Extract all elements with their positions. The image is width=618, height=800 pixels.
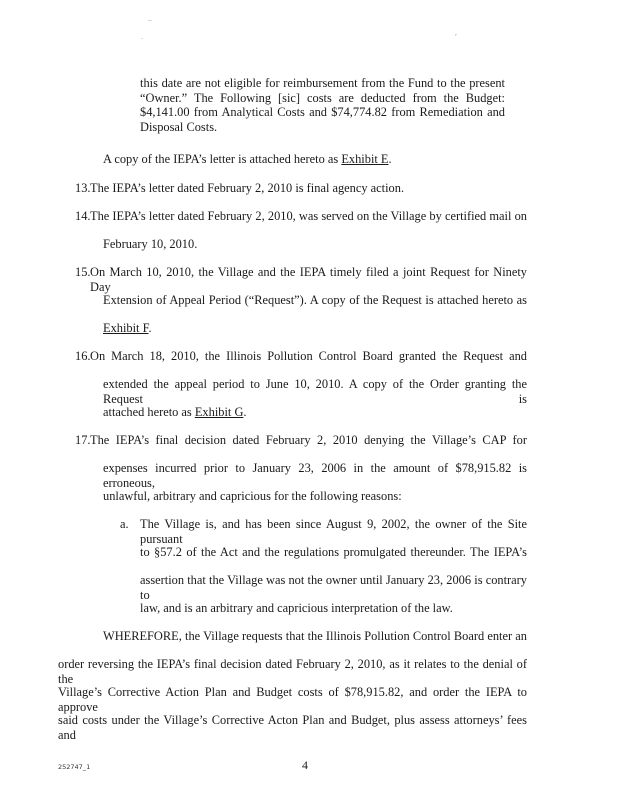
item-number-13: 13. xyxy=(75,181,91,195)
exhibit-e-suffix: . xyxy=(388,152,392,166)
scan-mark: .. xyxy=(148,16,152,23)
item-13-line-1: The IEPA’s letter dated February 2, 2010 is final agency action. xyxy=(90,181,405,195)
item-17-line-2: expenses incurred prior to January 23, 2006 in the amount of $78,915.82 is erroneous, xyxy=(103,461,527,490)
item-16-line-2: extended the appeal period to June 10, 2010. A copy of the Order granting the Request is xyxy=(103,377,527,406)
wherefore-line-2: order reversing the IEPA’s final decision dated February 2, 2010, as it relates to the denial of the xyxy=(58,657,527,686)
item-number-15: 15. xyxy=(75,265,91,279)
item-15-line-3 xyxy=(103,321,152,336)
item-16-line-3 xyxy=(103,405,247,420)
item-number-14: 14. xyxy=(75,209,91,223)
item-14-line-2: February 10, 2010. xyxy=(103,237,198,251)
item-16-line-1: On March 18, 2010, the Illinois Pollution Control Board granted the Request and xyxy=(90,349,527,363)
item-14-line-1: The IEPA’s letter dated February 2, 2010, was served on the Village by certified mail on xyxy=(90,209,527,223)
exhibit-g-suffix: . xyxy=(243,405,247,419)
scan-mark: . xyxy=(141,34,143,41)
exhibit-e-link: Exhibit E xyxy=(341,152,389,166)
sub-item-line-1: The Village is, and has been since August 9, 2002, the owner of the Site pursuant xyxy=(140,517,527,546)
item-number-17: 17. xyxy=(75,433,91,447)
sub-item-line-4: law, and is an arbitrary and capricious interpretation of the law. xyxy=(140,601,453,615)
item-15-line-2: Extension of Appeal Period (“Request”). A copy of the Request is attached hereto as xyxy=(103,293,527,307)
sub-item-line-2: to §57.2 of the Act and the regulations promulgated thereunder. The IEPA’s xyxy=(140,545,527,559)
page-number: 4 xyxy=(302,758,308,772)
exhibit-g-link: Exhibit G xyxy=(194,405,244,419)
document-id: 252747_1 xyxy=(58,763,91,771)
sub-item-line-3: assertion that the Village was not the owner until January 23, 2006 is contrary to xyxy=(140,573,527,602)
exhibit-e-sentence xyxy=(103,152,392,167)
item-number-16: 16. xyxy=(75,349,91,363)
item-15-line-1: On March 10, 2010, the Village and the IEPA timely filed a joint Request for Ninety Day xyxy=(90,265,527,294)
exhibit-f-suffix: . xyxy=(148,321,152,335)
exhibit-e-prefix: A copy of the IEPA’s letter is attached hereto as xyxy=(103,152,342,166)
item-16-line-3-text: attached hereto as xyxy=(103,405,195,419)
wherefore-line-3: Village’s Corrective Action Plan and Budget costs of $78,915.82, and order the IEPA to approve xyxy=(58,685,527,714)
scan-mark: , xyxy=(455,30,457,37)
item-17-line-3: unlawful, arbitrary and capricious for the following reasons: xyxy=(103,489,402,503)
exhibit-f-link: Exhibit F xyxy=(103,321,149,335)
wherefore-line-4: said costs under the Village’s Corrective Acton Plan and Budget, plus assess attorneys’ fees and xyxy=(58,713,527,742)
block-quote: this date are not eligible for reimbursement from the Fund to the present “Owner.” The Following [sic] costs are deducted from the Budget: $4,141.00 from Analytical Costs and $74,774.82 from Remediation and Disposal Costs. xyxy=(140,76,505,134)
sub-item-label: a. xyxy=(120,517,129,531)
wherefore-line-1: WHEREFORE, the Village requests that the Illinois Pollution Control Board enter an xyxy=(103,629,527,643)
item-17-line-1: The IEPA’s final decision dated February 2, 2010 denying the Village’s CAP for xyxy=(90,433,527,447)
